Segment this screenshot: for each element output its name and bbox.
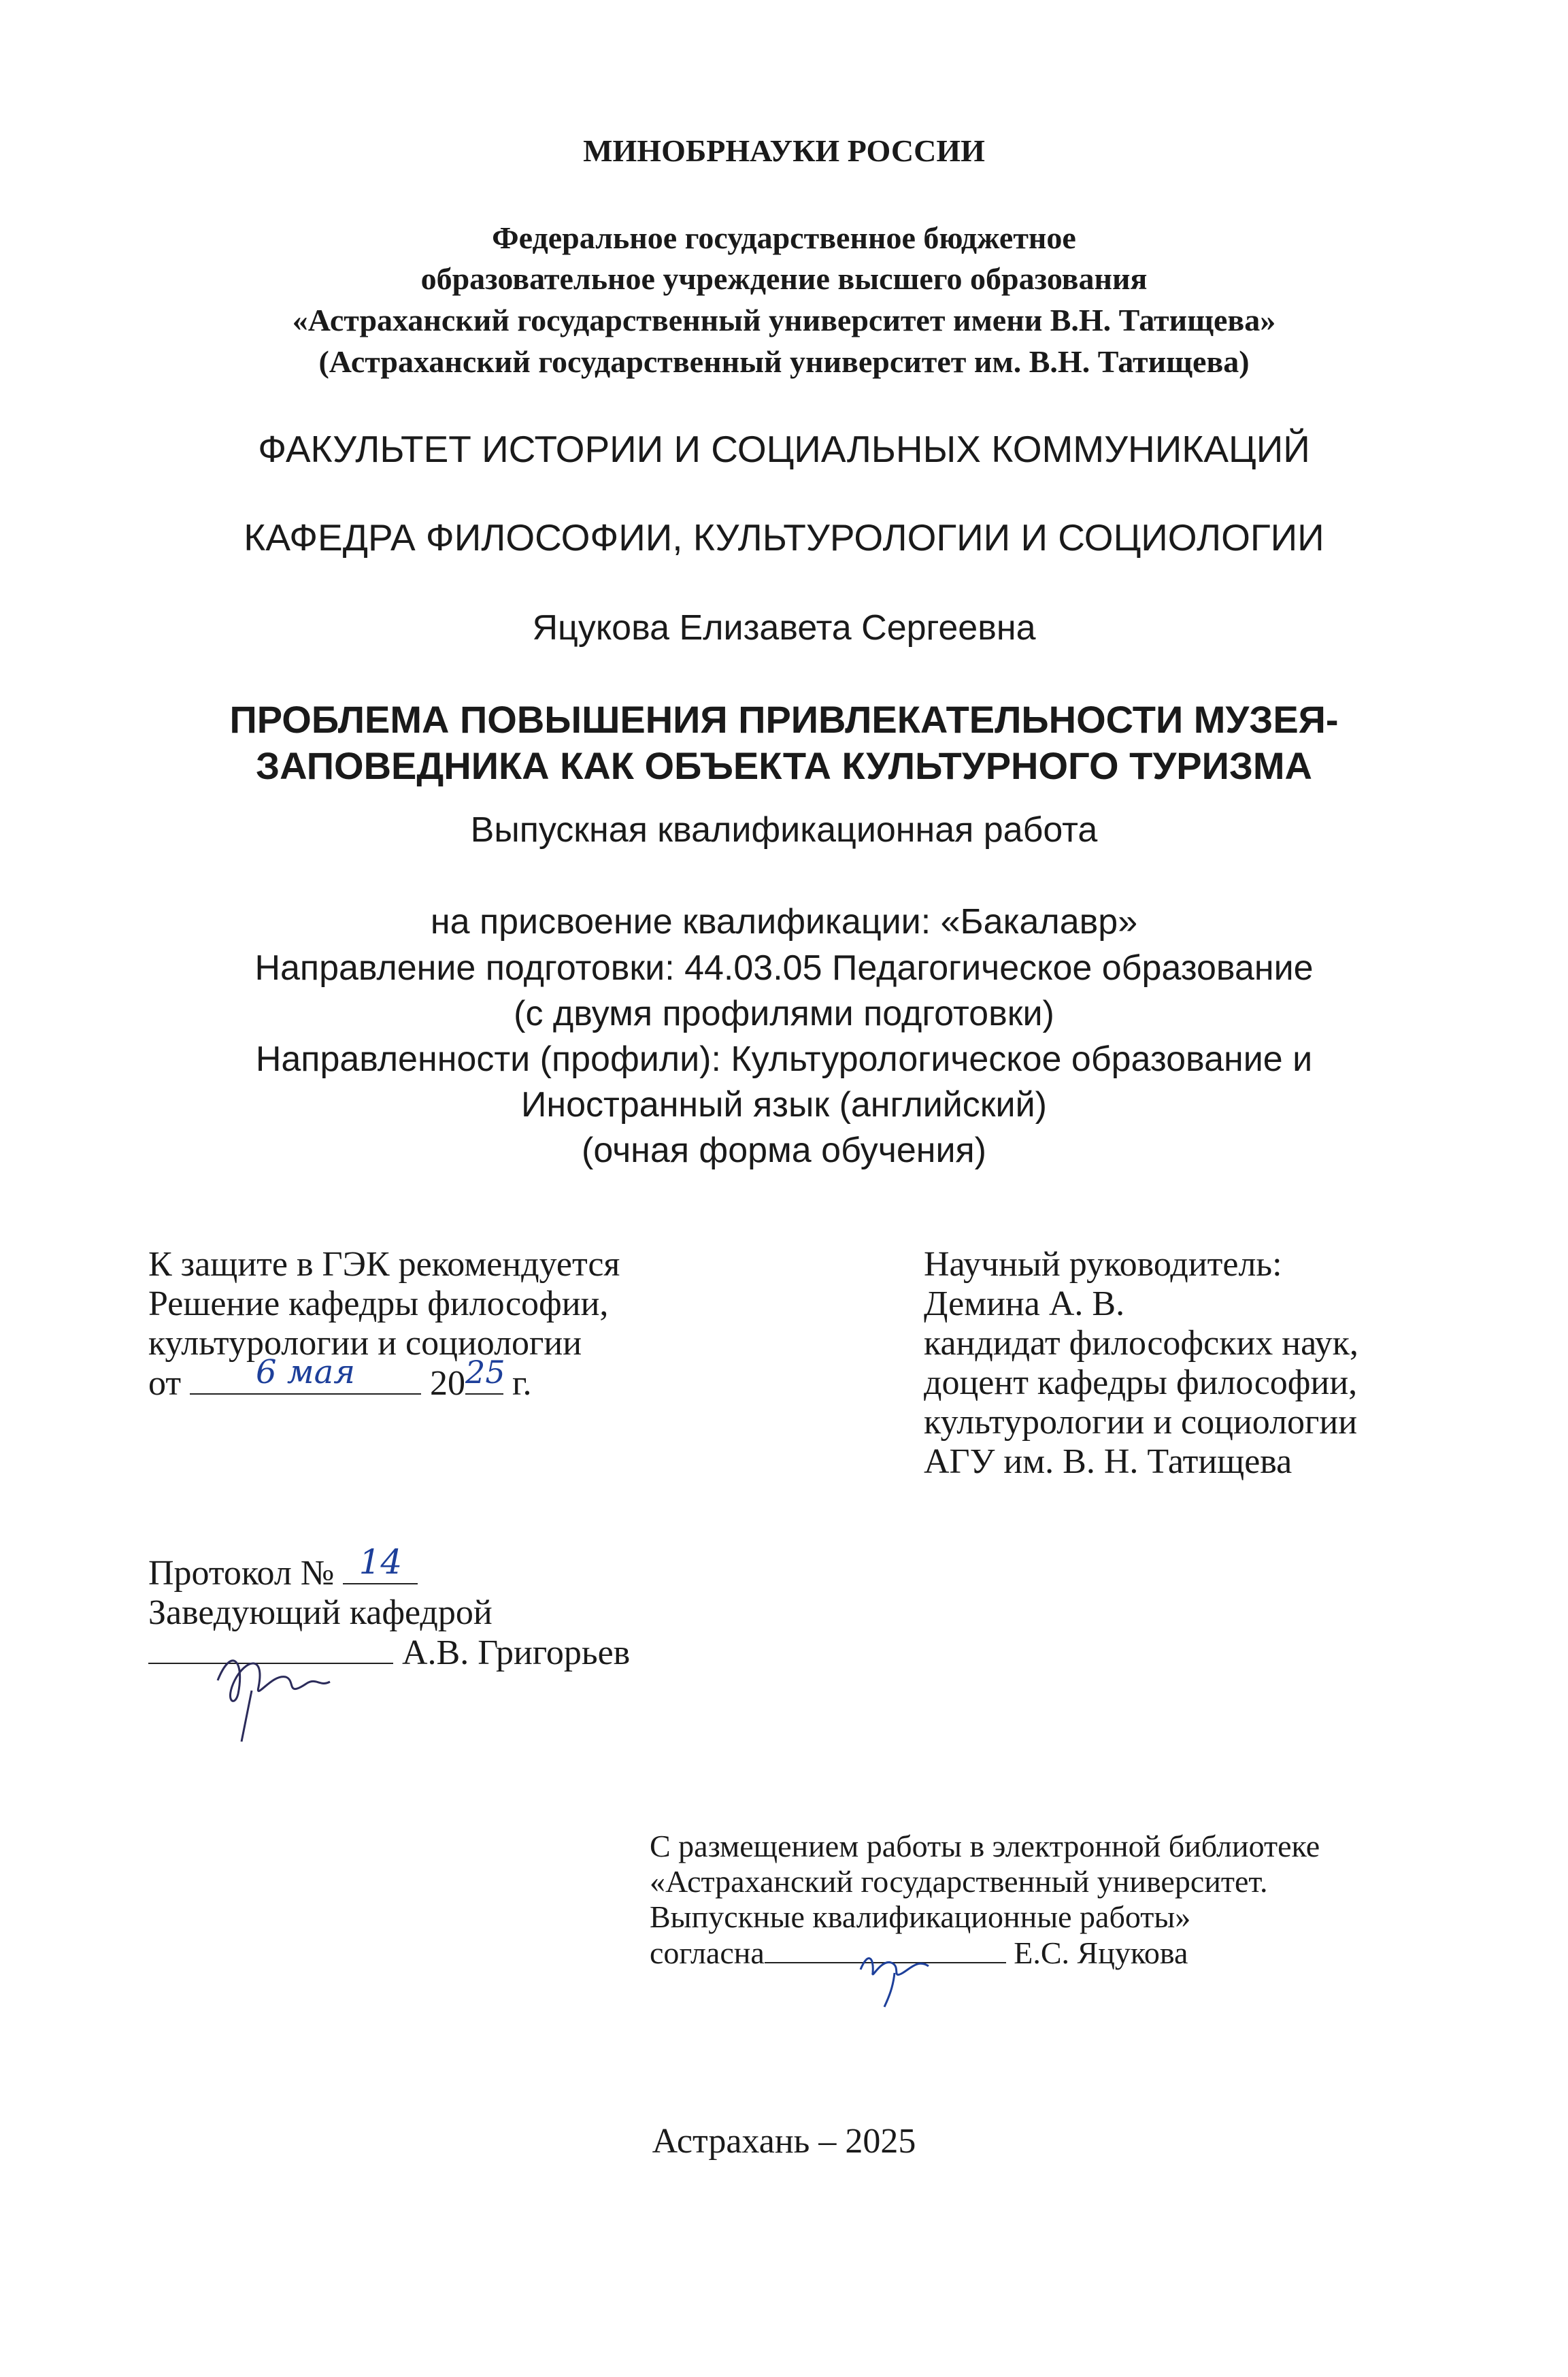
supervisor-block [924,1245,1358,1482]
city-year-footer: Астрахань – 2025 [652,2122,916,2161]
study-direction: Направление подготовки: 44.03.05 Педагогическое образование [254,948,1314,988]
department-heading: КАФЕДРА ФИЛОСОФИИ, КУЛЬТУРОЛОГИИ И СОЦИОЛОГИИ [244,516,1324,559]
consent-signature-line [650,1935,1320,1971]
profiles-line-1: Направленности (профили): Культурологическое образование и [255,1040,1313,1079]
library-line-3: Выпускные квалификационные работы» [650,1899,1191,1934]
faculty-heading: ФАКУЛЬТЕТ ИСТОРИИ И СОЦИАЛЬНЫХ КОММУНИКАЦИЙ [258,428,1310,470]
ministry-heading: МИНОБРНАУКИ РОССИИ [583,133,985,168]
supervisor-name: Демина А. В. [924,1284,1125,1323]
author-name: Яцукова Елизавета Сергеевна [532,608,1036,648]
supervisor-line-3: культурологии и социологии [924,1403,1358,1442]
head-signature [204,1633,340,1748]
year-prefix: 20 [430,1364,466,1403]
qualification: на присвоение квалификации: «Бакалавр» [430,902,1138,942]
study-form: (очная форма обучения) [582,1131,986,1170]
profiles-note: (с двумя профилями подготовки) [514,994,1054,1033]
agree-label: согласна [650,1935,765,1970]
date-prefix: от [148,1364,182,1403]
library-line-1: С размещением работы в электронной библиотеке [650,1829,1320,1863]
supervisor-line-2: доцент кафедры философии, [924,1363,1358,1402]
handwritten-date: 6 мая [256,1353,356,1391]
defense-date-line [148,1353,620,1403]
protocol-line [148,1542,630,1593]
institution-line-1: Федеральное государственное бюджетное [492,220,1076,255]
supervisor-line-1: кандидат философских наук, [924,1324,1358,1363]
profiles-line-2: Иностранный язык (английский) [521,1085,1047,1125]
head-name: А.В. Григорьев [402,1633,631,1672]
thesis-title-line-2: ЗАПОВЕДНИКА КАК ОБЪЕКТА КУЛЬТУРНОГО ТУРИЗМА [256,744,1312,787]
institution-line-2: образовательное учреждение высшего образования [420,261,1148,296]
head-label: Заведующий кафедрой [148,1593,493,1632]
date-field [190,1353,421,1395]
protocol-field [343,1542,418,1584]
library-line-2: «Астраханский государственный университет. [650,1864,1268,1899]
institution-line-3: «Астраханский государственный университет имени В.Н. Татищева» [292,303,1276,337]
student-name: Е.С. Яцукова [1014,1935,1188,1970]
supervisor-label: Научный руководитель: [924,1245,1282,1284]
defense-line-2: Решение кафедры философии, [148,1284,609,1323]
supervisor-line-4: АГУ им. В. Н. Татищева [924,1442,1292,1481]
thesis-title-line-1: ПРОБЛЕМА ПОВЫШЕНИЯ ПРИВЛЕКАТЕЛЬНОСТИ МУЗЕЯ- [229,698,1339,741]
year-field [465,1354,505,1395]
defense-line-3: культурологии и социологии [148,1324,582,1363]
institution-line-4: (Астраханский государственный университет им. В.Н. Татищева) [318,344,1250,379]
protocol-label: Протокол № [148,1554,335,1593]
student-signature [854,1939,942,2014]
handwritten-year: 25 [465,1354,505,1391]
handwritten-protocol-number: 14 [358,1542,403,1582]
work-type: Выпускная квалификационная работа [470,810,1098,850]
library-consent-block [650,1829,1320,1971]
year-suffix: г. [512,1364,532,1403]
defense-line-1: К защите в ГЭК рекомендуется [148,1245,620,1284]
defense-block [148,1245,620,1403]
